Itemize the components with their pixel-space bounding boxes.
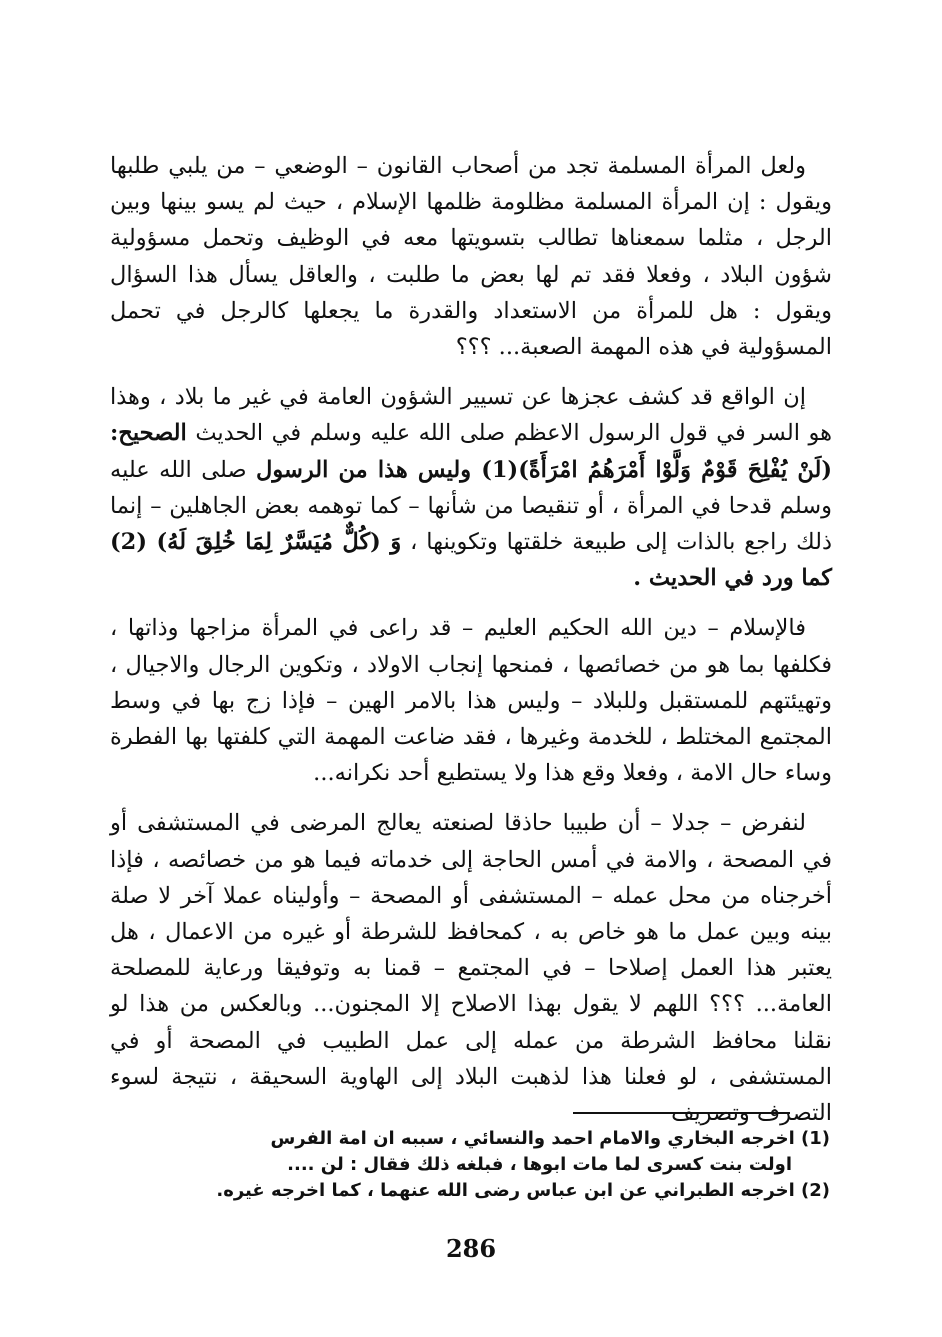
text-line: لنفرض – جدلا – أن طبيبا حاذقا لصنعته يعالج المرضى في المستشفى [137, 810, 806, 837]
text-line: إن الواقع قد كشف عجزها عن تسيير الشؤون العامة في غير ما بلاد ، [159, 384, 806, 411]
text-line: هذا السؤال ويقول : هل للمرأة من الاستعداد والقدرة ما يجعلها كالرجل [110, 261, 832, 324]
text-line: العامة... ؟؟؟ اللهم لا يقول بهذا الاصلاح إلا المجنون... وبالعكس من هذا [139, 991, 833, 1018]
footnote-1-continuation: اولت بنت كسرى لما مات ابوها ، فبلغه ذلك فقال : لن .... [287, 1154, 792, 1175]
paragraph-2 [110, 379, 832, 596]
main-text [110, 148, 832, 1131]
text-line: طلبها ويقول : إن المرأة المسلمة مظلومة ظلمها الإسلام ، حيث لم يسو [110, 153, 832, 216]
footnote-2: (2) اخرجه الطبراني عن ابن عباس رضى الله عنهما ، كما اخرجه غيره. [216, 1180, 830, 1201]
footnote-1: (1) اخرجه البخاري والامام احمد والنسائي ، سببه ان امة الفرس [270, 1128, 830, 1149]
hadith-quote-line: الصحيح: (لَنْ يُفْلِحَ قَوْمٌ وَلَّوْا أَمْرَهُمُ امْرَأَةً)(1) وليس هذا من الرسول [110, 420, 832, 483]
paragraph-4 [110, 805, 832, 1131]
page-number: 286 [445, 1234, 497, 1263]
text-line: كلفتها بها الفطرة وساء حال الامة ، وفعلا وقع هذا ولا يستطيع أحد نكرانه... [110, 724, 832, 787]
text-line: هل يعتبر هذا العمل إصلاحا – في المجتمع – قمنا به وتوفيقا ورعاية للمصلحة [110, 919, 832, 982]
footnote-divider [573, 1112, 790, 1114]
text-line: لو فعلنا هذا لذهبت البلاد إلى الهاوية السحيقة ، نتيجة لسوء التصرف وتصريف [110, 1063, 832, 1127]
text-line: في تحمل المسؤولية في هذه المهمة الصعبة... ؟؟؟ [110, 297, 832, 361]
text-line: فالإسلام – دين الله الحكيم العليم – قد راعى في المرأة مزاجها وذاتها ، [110, 615, 806, 642]
text-line: ولعل المرأة المسلمة تجد من أصحاب القانون – الوضعي – من يلبي [168, 153, 806, 179]
text-line: أو في المصحة ، والامة في أمس الحاجة إلى خدماته فيما هو من خصائصه ، [110, 810, 832, 873]
text-line: مسؤولية شؤون البلاد ، وفعلا فقد تم لها بعض ما طلبت ، والعاقل يسأل [110, 225, 832, 288]
text-line: وهذا هو السر في قول الرسول الاعظم صلى الله عليه وسلم في الحديث [110, 384, 832, 447]
text-line: زج بها في وسط المجتمع المختلط ، للخدمة وغيرها ، فقد ضاعت المهمة التي [110, 687, 833, 751]
text-line: والاجيال ، وتهيئتهم للمستقبل وللبلاد – وليس هذا بالامر الهين – فإذا [110, 651, 833, 714]
paragraph-1 [110, 148, 832, 365]
text-line: لا صلة بينه وبين عمل ما هو خاص به ، كمحافظ للشرطة أو غيره من الاعمال ، [110, 882, 832, 946]
text-line: صلى الله عليه وسلم قدحا في المرأة ، أو تنقيصا من شأنها – كما توهمه [110, 456, 833, 519]
text-line: بعض الجاهلين – إنما ذلك راجع بالذات إلى طبيعة خلقتها وتكوينها ، [110, 492, 832, 556]
paragraph-3 [110, 610, 832, 791]
text-line: فكلفها بما هو من خصائصها ، فمنحها إنجاب الاولاد ، وتكوين الرجال [207, 651, 833, 678]
footnotes [118, 1126, 830, 1204]
text-line: بينها وبين الرجل ، مثلما سمعناها تطالب بتسويتها معه في الوظيف وتحمل [110, 189, 833, 252]
hadith-quote-line: وَ (كُلٌّ مُيَسَّرٌ لِمَا خُلِقَ لَهُ) (2) كما ورد في الحديث . [110, 529, 832, 592]
text-line: لو نقلنا محافظ الشرطة من عمله إلى عمل الطبيب في المصحة أو في المستشفى ، [110, 991, 832, 1090]
text-line: فإذا أخرجناه من محل عمله – المستشفى أو المصحة – وأوليناه عملا آخر [110, 846, 832, 909]
